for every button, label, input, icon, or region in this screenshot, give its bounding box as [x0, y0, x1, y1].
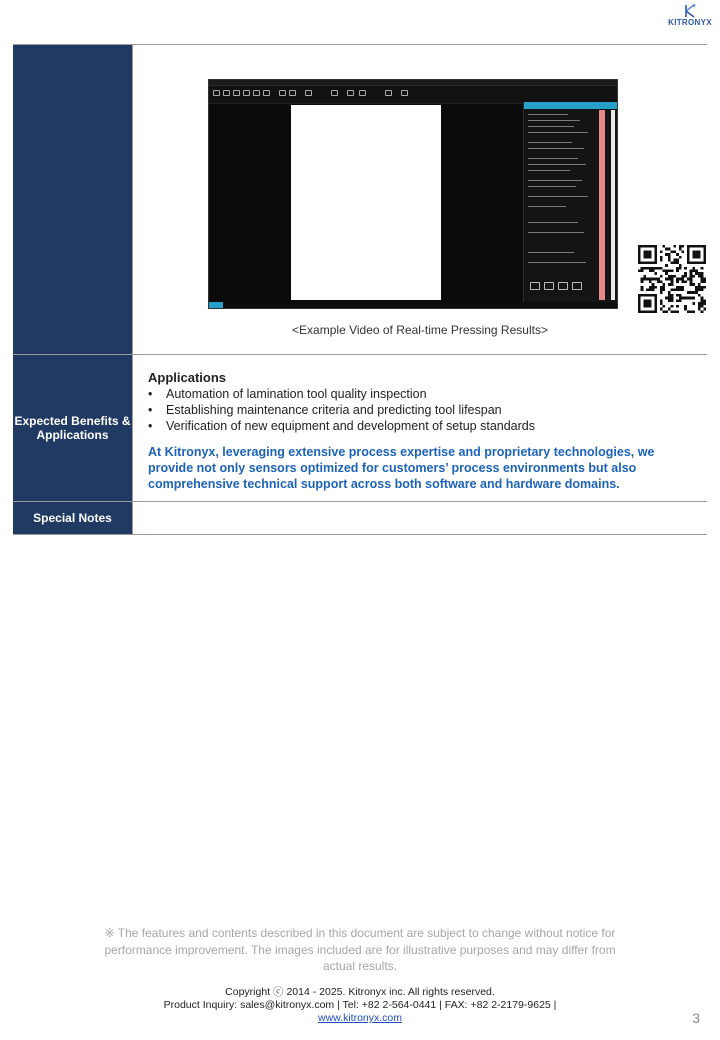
- applications-list: [148, 386, 688, 434]
- applications-heading: Applications: [148, 370, 227, 385]
- special-notes-content: [133, 502, 707, 534]
- media-label-cell: [13, 45, 133, 354]
- logo-wordmark: KITRONYX: [668, 18, 712, 27]
- notes-row: [13, 501, 707, 535]
- color-scale-bar: [599, 110, 605, 300]
- inquiry-line: Product Inquiry: sales@kitronyx.com | Tel: +82 2-564-0441 | FAX: +82 2-2179-9625 |: [163, 999, 557, 1011]
- kitronyx-logo: [668, 4, 712, 27]
- benefits-content-cell: [133, 355, 707, 501]
- settings-panel: [523, 102, 617, 309]
- video-caption: <Example Video of Real-time Pressing Results>: [292, 323, 548, 337]
- footer-contact: [100, 986, 620, 1025]
- page-number: 3: [692, 1010, 700, 1026]
- pressure-canvas: [291, 105, 441, 300]
- logo-mark-icon: [681, 4, 699, 18]
- media-row: [13, 44, 707, 354]
- media-content-cell: [133, 45, 707, 354]
- list-item: • Automation of lamination tool quality inspection: [148, 387, 427, 401]
- list-item: • Establishing maintenance criteria and predicting tool lifespan: [148, 403, 502, 417]
- copyright-line: Copyright ⓒ 2014 - 2025. Kitronyx inc. All rights reserved.: [225, 986, 495, 998]
- list-item: • Verification of new equipment and development of setup standards: [148, 419, 535, 433]
- website-link[interactable]: www.kitronyx.com: [317, 1012, 402, 1024]
- screenshot-statusbar: [209, 302, 617, 308]
- qr-code-icon[interactable]: [638, 245, 706, 313]
- software-screenshot: [208, 79, 618, 309]
- special-notes-label: Special Notes: [13, 502, 133, 534]
- benefits-row: [13, 354, 707, 501]
- benefits-label: Expected Benefits & Applications: [13, 355, 133, 501]
- kitronyx-support-statement: At Kitronyx, leveraging extensive process expertise and proprietary technologies, we provide not only sensors optimized for customers’ process environments but also comprehensive technical support across both software and hardware domains.: [148, 445, 655, 491]
- disclaimer-note: ※ The features and contents described in this document are subject to change without notice for performance improvement. The images included are for illustrative purposes and may differ from actual results.: [104, 926, 616, 973]
- spec-table: [13, 44, 707, 535]
